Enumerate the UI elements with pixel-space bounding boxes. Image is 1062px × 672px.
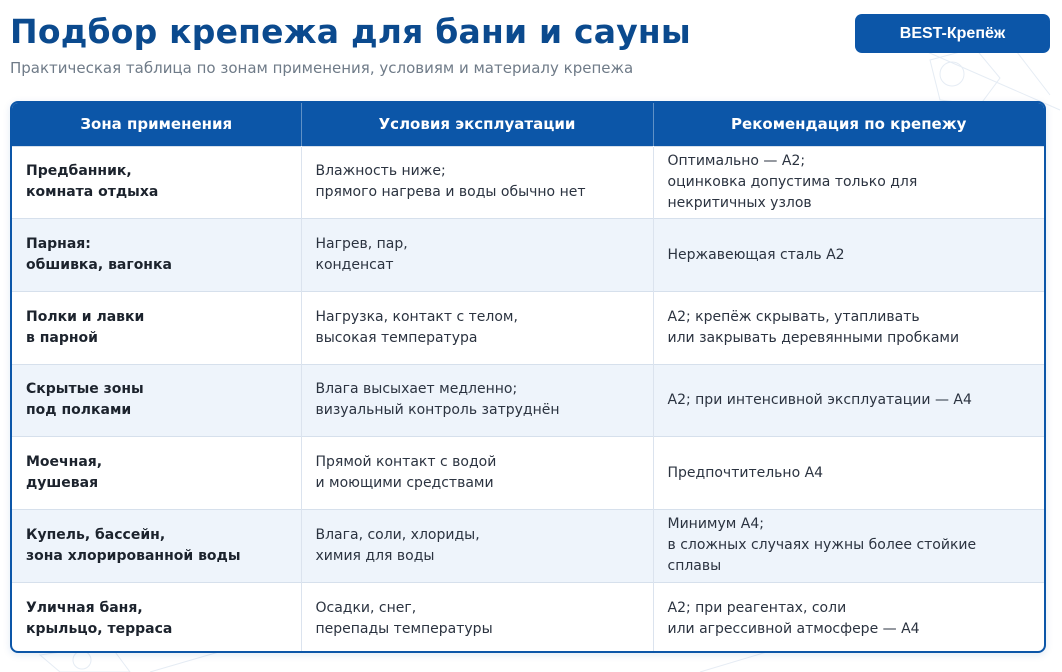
- conditions-cell: Прямой контакт с водой и моющими средствами: [301, 437, 653, 510]
- table-row: [12, 509, 1044, 582]
- page-title: Подбор крепежа для бани и сауны: [10, 12, 691, 51]
- recommendation-cell: Минимум А4; в сложных случаях нужны более стойкие сплавы: [667, 516, 977, 575]
- fastener-table-card: [10, 101, 1046, 653]
- conditions-cell: Нагрузка, контакт с телом, высокая температура: [301, 291, 653, 364]
- recommendation-cell: Нержавеющая сталь А2: [667, 246, 845, 263]
- table-header-row: [12, 103, 1044, 146]
- zone-cell: Предбанник, комната отдыха: [12, 146, 301, 219]
- page-header: [10, 12, 1050, 84]
- recommendation-cell: Предпочтительно А4: [667, 464, 824, 481]
- table-row: [12, 219, 1044, 292]
- recommendation-cell: А2; при интенсивной эксплуатации — А4: [667, 391, 972, 408]
- table-row: [12, 146, 1044, 219]
- table-row: [12, 582, 1044, 653]
- zone-cell: Парная: обшивка, вагонка: [12, 219, 301, 292]
- fastener-table: [12, 103, 1044, 653]
- column-header-zone: Зона применения: [12, 103, 301, 146]
- zone-cell: Купель, бассейн, зона хлорированной воды: [12, 509, 301, 582]
- recommendation-cell: А2; при реагентах, соли или агрессивной атмосфере — А4: [667, 599, 920, 637]
- conditions-cell: Осадки, снег, перепады температуры: [301, 582, 653, 653]
- zone-cell: Моечная, душевая: [12, 437, 301, 510]
- table-row: [12, 364, 1044, 437]
- conditions-cell: Влажность ниже; прямого нагрева и воды обычно нет: [301, 146, 653, 219]
- table-row: [12, 437, 1044, 510]
- column-header-recommendation: Рекомендация по крепежу: [731, 115, 967, 134]
- recommendation-cell: А2; крепёж скрывать, утапливать или закрывать деревянными пробками: [667, 308, 960, 346]
- table-row: [12, 291, 1044, 364]
- zone-cell: Полки и лавки в парной: [12, 291, 301, 364]
- zone-cell: Скрытые зоны под полками: [12, 364, 301, 437]
- page-subtitle: Практическая таблица по зонам применения, условиям и материалу крепежа: [10, 59, 634, 77]
- recommendation-cell: Оптимально — А2; оцинковка допустима только для некритичных узлов: [667, 152, 918, 211]
- brand-badge: BEST-Крепёж: [855, 14, 1050, 53]
- conditions-cell: Влага высыхает медленно; визуальный контроль затруднён: [301, 364, 653, 437]
- zone-cell: Уличная баня, крыльцо, терраса: [12, 582, 301, 653]
- conditions-cell: Нагрев, пар, конденсат: [301, 219, 653, 292]
- column-header-conditions: Условия эксплуатации: [301, 103, 653, 146]
- conditions-cell: Влага, соли, хлориды, химия для воды: [301, 509, 653, 582]
